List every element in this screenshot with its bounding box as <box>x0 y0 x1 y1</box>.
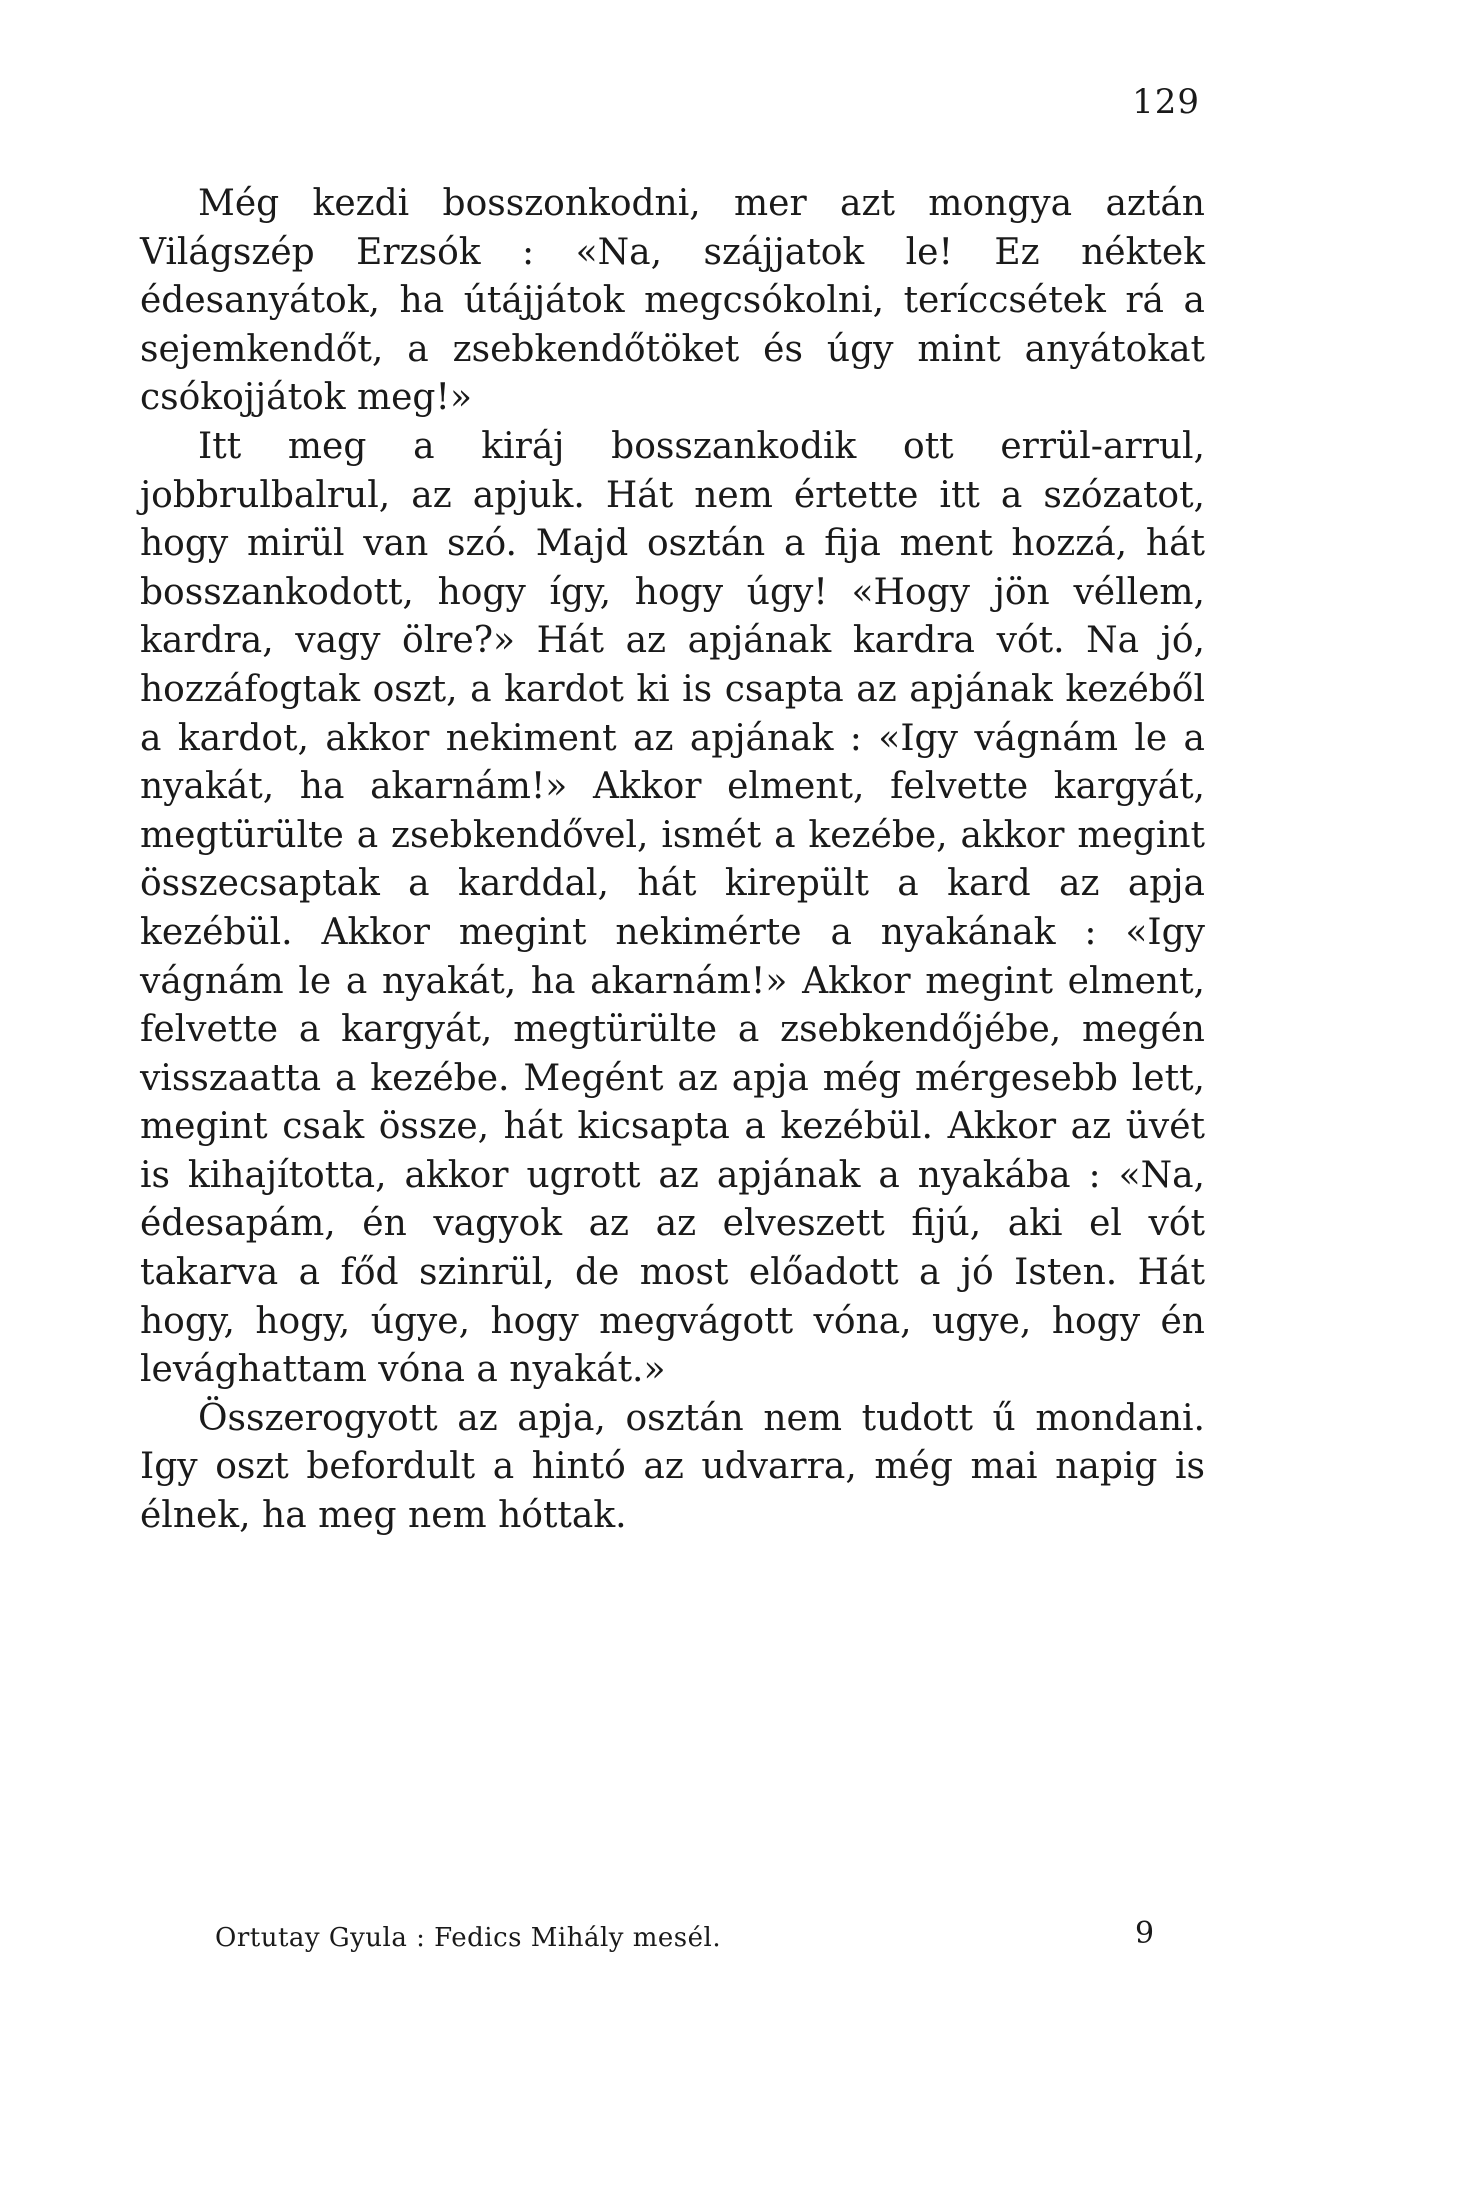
page-number: 129 <box>1132 82 1200 122</box>
footer-source: Ortutay Gyula : Fedics Mihály mesél. <box>215 1923 722 1953</box>
paragraph: Összerogyott az apja, osztán nem tudott ű mondani. Igy oszt befordult a hintó az udvarra, még mai napig is élnek, ha meg nem hóttak. <box>140 1397 1205 1537</box>
body-text <box>140 180 1205 1541</box>
paragraph: Még kezdi bosszonkodni, mer azt mongya aztán Világszép Erzsók : «Na, szájjatok le! Ez néktek édesanyátok, ha útájjátok megcsókolni, teríccsétek rá a sejemkendőt, a zsebkendőtöket és úgy mint anyátokat csókojjátok meg!» <box>140 183 1205 419</box>
footer-signature: 9 <box>1135 1916 1155 1951</box>
paragraph: Itt meg a kiráj bosszankodik ott errül-arrul, jobbrulbalrul, az apjuk. Hát nem értette itt a szózatot, hogy mirül van szó. Majd osztán a fija ment hozzá, hát bosszankodott, hogy így, hogy úgy! «Hogy jön véllem, kardra, vagy ölre?» Hát az apjának kardra vót. Na jó, hozzáfogtak oszt, a kardot ki is csapta az apjának kezéből a kardot, akkor nekiment az apjának : «Igy vágnám le a nyakát, ha akarnám!» Akkor elment, felvette kargyát, megtürülte a zsebkendővel, ismét a kezébe, akkor megint összecsaptak a karddal, hát kirepült a kard az apja kezébül. Akkor megint nekimérte a nyakának : «Igy vágnám le a nyakát, ha akarnám!» Akkor megint elment, felvette a kargyát, megtürülte a zsebkendőjébe, megén visszaatta a kezébe. Megént az apja még mérgesebb lett, megint csak össze, hát kicsapta a kezébül. Akkor az üvét is kihajította, akkor ugrott az apjának a nyakába : «Na, édesapám, én vagyok az az elveszett fijú, aki el vót takarva a főd szinrül, de most előadott a jó Isten. Hát hogy, hogy, úgye, hogy megvágott vóna, ugye, hogy én levághattam vóna a nyakát.» <box>140 425 1205 1391</box>
